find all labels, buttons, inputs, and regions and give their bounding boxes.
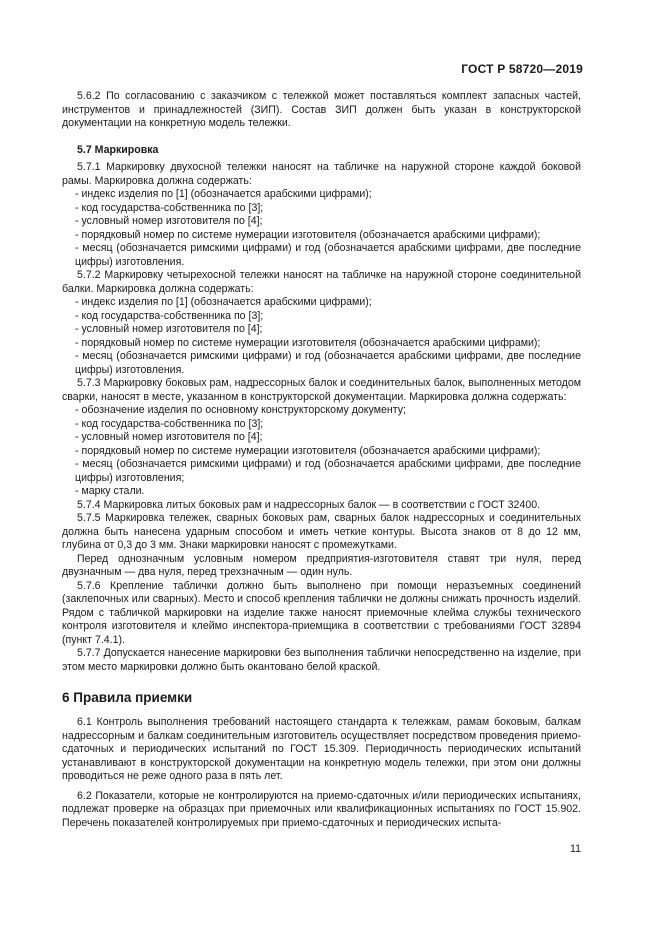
paragraph-5-7-6: 5.7.6 Крепление таблички должно быть выполнено при помощи неразъемных соединений (заклепочных или сварных). Место и способ крепления таблички не должны снижать прочность изделий. Рядом с табличкой маркировки на изделие также наносят приемочные клейма службы технического контроля изготовителя и клеймо инспектора-приемщика в соответствии с требованиями ГОСТ 32894 (пункт 7.4.1). [62, 579, 581, 646]
list-item: - обозначение изделия по основному конструкторскому документу; [75, 404, 406, 416]
list-item: - условный номер изготовителя по [4]; [75, 215, 263, 227]
list-item: - порядковый номер по системе нумерации изготовителя (обозначается арабскими цифрами); [75, 444, 541, 457]
document-body [62, 90, 581, 830]
list-item: - код государства-собственника по [3]; [75, 417, 264, 430]
list-item: - месяц (обозначается римскими цифрами) и год (обозначается арабскими цифрами, две последние цифры) изготовления; [75, 458, 581, 484]
list-item: - индекс изделия по [1] (обозначается арабскими цифрами); [75, 296, 372, 308]
paragraph-5-7-3: 5.7.3 Маркировку боковых рам, надрессорных балок и соединительных балок, выполненных методом сварки, наносят в месте, указанном в конструкторской документации. Маркировка должна содержать: [62, 377, 581, 403]
paragraph-5-7-1: 5.7.1 Маркировку двухосной тележки наносят на табличке на наружной стороне каждой боковой рамы. Маркировка должна содержать: [62, 161, 581, 187]
paragraph-6-1: 6.1 Контроль выполнения требований настоящего стандарта к тележкам, рамам боковым, балкам надрессорным и балкам соединительным изготовитель осуществляет посредством проведения приемо-сдаточных и периодических испытаний по ГОСТ 15.309. Периодичность периодических испытаний устанавливают в конструкторской документации на конкретную модель тележки, при этом они должны проводиться не реже одного раза в пять лет. [62, 716, 581, 782]
list-item: - индекс изделия по [1] (обозначается арабскими цифрами); [75, 188, 372, 200]
paragraph-5-7-2: 5.7.2 Маркировку четырехосной тележки наносят на табличке на наружной стороне соединительной балки. Маркировка должна содержать: [62, 269, 581, 295]
page-number: 11 [570, 843, 581, 855]
list-item: - условный номер изготовителя по [4]; [75, 431, 263, 443]
list-item: - код государства-собственника по [3]; [75, 309, 264, 322]
section-title-6: 6 Правила приемки [62, 690, 193, 705]
paragraph-5-7-4: 5.7.4 Маркировка литых боковых рам и надрессорных балок — в соответствии с ГОСТ 32400. [77, 498, 541, 511]
paragraph-5-7-7: 5.7.7 Допускается нанесение маркировки без выполнения таблички непосредственно на изделие, при этом место маркировки должно быть окантовано белой краской. [62, 647, 581, 673]
paragraph-5-6-2: 5.6.2 По согласованию с заказчиком с тележкой может поставляться комплект запасных частей, инструментов и принадлежностей (ЗИП). Состав ЗИП должен быть указан в конструкторской документации на конкретную модель тележки. [62, 90, 581, 129]
document-code: ГОСТ Р 58720—2019 [461, 62, 583, 76]
list-item: - порядковый номер по системе нумерации изготовителя (обозначается арабскими цифрами); [75, 228, 541, 241]
subsection-title-5-7: 5.7 Маркировка [77, 143, 159, 156]
list-item: - условный номер изготовителя по [4]; [75, 323, 263, 335]
list-item: - порядковый номер по системе нумерации изготовителя (обозначается арабскими цифрами); [75, 336, 541, 349]
list-item: - код государства-собственника по [3]; [75, 201, 264, 214]
paragraph-5-7-5-continued: Перед однозначным условным номером предприятия-изготовителя ставят три нуля, перед двузначным — два нуля, перед трехзначным — один нуль. [62, 552, 581, 578]
list-item: - месяц (обозначается римскими цифрами) и год (обозначается арабскими цифрами, две последние цифры) изготовления. [75, 350, 581, 376]
paragraph-5-7-5: 5.7.5 Маркировка тележек, сварных боковых рам, сварных балок надрессорных и соединительных должна быть нанесена ударным способом и иметь четкие контуры. Высота знаков от 8 до 12 мм, глубина от 0,3 до 3 мм. Знаки маркировки наносят с промежутками. [62, 512, 581, 551]
list-item: - марку стали. [75, 485, 145, 497]
paragraph-6-2: 6.2 Показатели, которые не контролируются на приемо-сдаточных и/или периодических испытаниях, подлежат проверке на образцах при приемочных или квалификационных испытаниях по ГОСТ 15.902. Перечень показателей контролируемых при приемо-сдаточных и периодических испыта- [62, 789, 581, 829]
list-item: - месяц (обозначается римскими цифрами) и год (обозначается арабскими цифрами, две последние цифры) изготовления. [75, 242, 581, 268]
